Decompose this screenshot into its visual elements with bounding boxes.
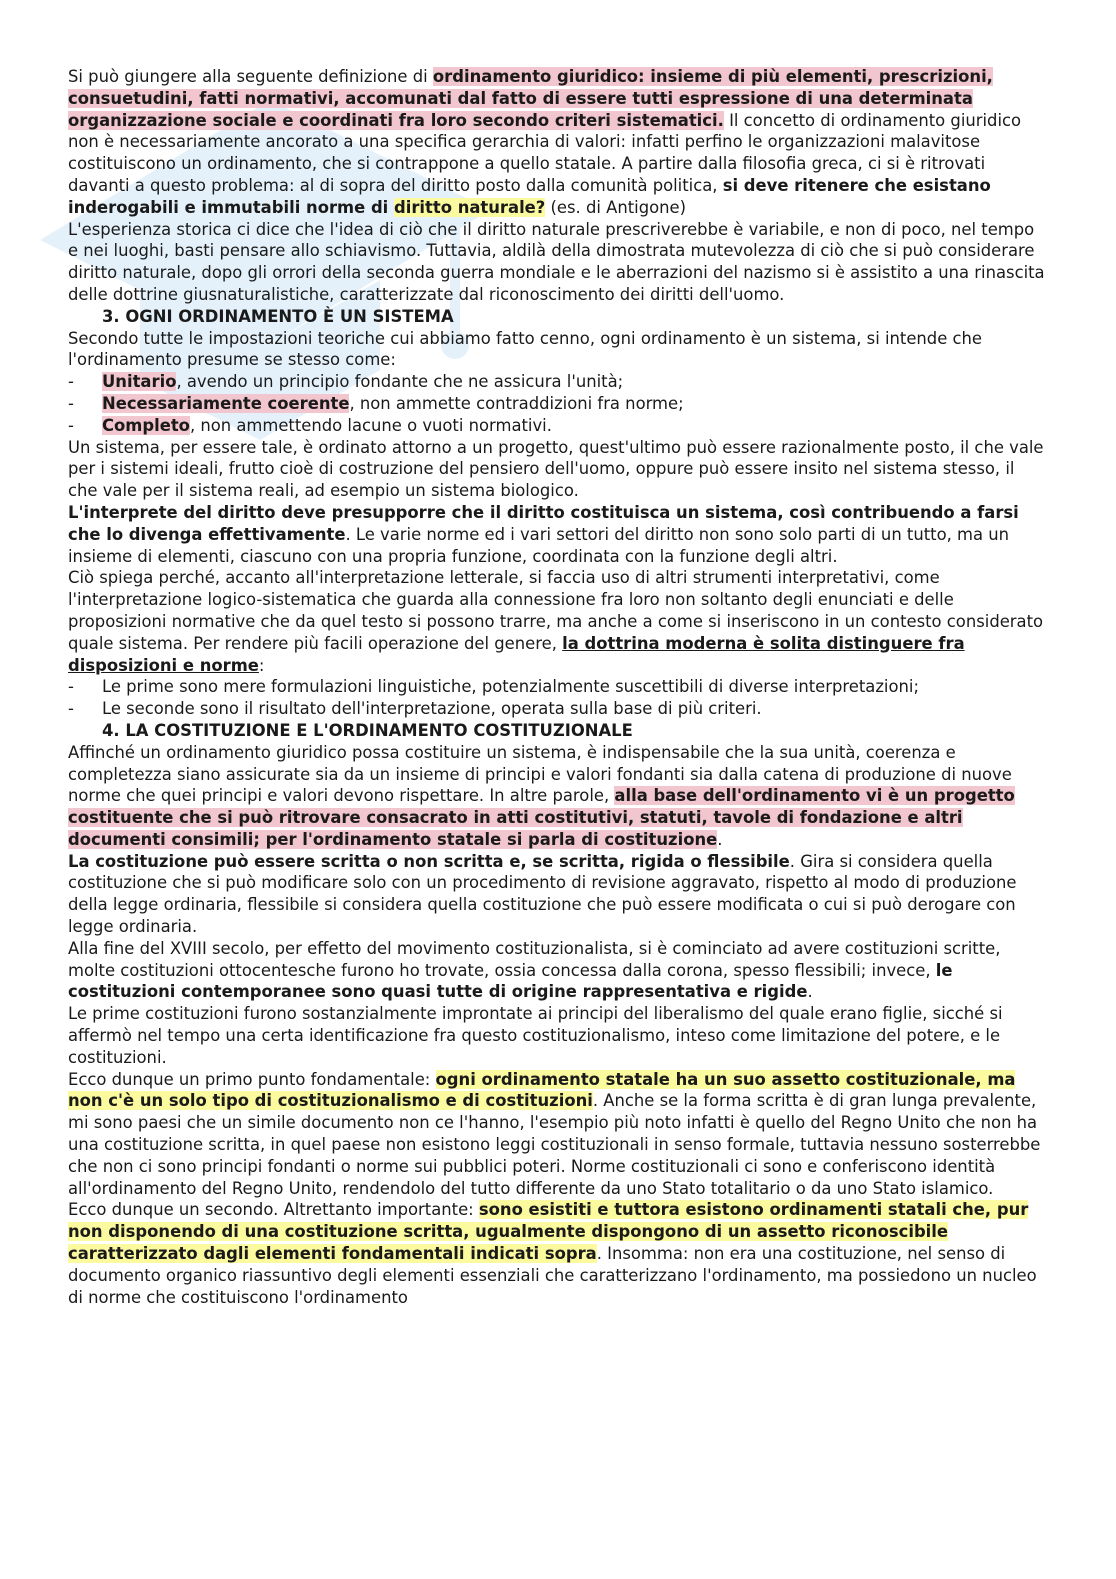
list-text: , avendo un principio fondante che ne assicura l'unità; bbox=[176, 372, 624, 392]
bold-costituzione: La costituzione può essere scritta o non scritta e, se scritta, rigida o flessibile bbox=[68, 851, 790, 871]
underlined-dottrina: la dottrina moderna è solita distinguere fra disposizioni e norme bbox=[68, 633, 965, 675]
highlight-progetto-costituente: alla base dell'ordinamento vi è un progetto costituente che si può ritrovare consacrato in atti costitutivi, statuti, tavole di fondazione e altri documenti consimili; per l'ordinamento statale si parla di costituzione bbox=[68, 786, 1015, 849]
section-heading-3: 3. OGNI ORDINAMENTO È UN SISTEMA bbox=[102, 306, 454, 326]
highlight-definizione: ordinamento giuridico: insieme di più elementi, prescrizioni, consuetudini, fatti normativi, accomunati dal fatto di essere tutti espressione di una determinata organizzazione sociale e coordinati fra loro secondo criteri sistematici. bbox=[68, 67, 993, 130]
text-run: (es. di Antigone) bbox=[545, 197, 687, 217]
list-term: Unitario bbox=[102, 372, 177, 392]
document-page bbox=[68, 66, 1046, 1308]
highlight-secondo-punto: sono esistiti e tuttora esistono ordinamenti statali che, pur non disponendo di una costituzione scritta, ugualmente dispongono di un assetto riconoscibile caratterizzato dagli elementi fondamentali indicati sopra bbox=[68, 1200, 1029, 1264]
sistema-properties-list bbox=[68, 371, 1046, 436]
paragraph-sistema: Un sistema, per essere tale, è ordinato attorno a un progetto, quest'ultimo può essere razionalmente posto, il che vale per i sistemi ideali, frutto cioè di costruzione del pensiero dell'uomo, oppure può essere insito nel sistema stesso, il che vale per il sistema reali, ad esempio un sistema biologico. bbox=[68, 437, 1044, 501]
paragraph-definizione bbox=[68, 66, 1046, 219]
text-run: . Insomma: non era una costituzione, nel senso di documento organico riassuntivo degli elementi essenziali che caratterizzano l'ordinamento, ma possiedono un nucleo di norme che costituiscono l'ordinamento bbox=[68, 1244, 1037, 1307]
text-run: Si può giungere alla seguente definizione di bbox=[68, 67, 433, 86]
text-run: . Gira si considera quella costituzione che si può modificare solo con un procedimento di revisione aggravato, rispetto al modo di produzione della legge ordinaria, flessibile si considera quella costituzione che può essere modificata o cui si può derogare con legge ordinaria. bbox=[68, 851, 1017, 937]
text-run: Ciò spiega perché, accanto all'interpretazione letterale, si faccia uso di altri strumenti interpretativi, come l'interpretazione logico-sistematica che guarda alla connessione fra loro non soltanto degli enunciati e delle proposizioni normative che da quel testo si possono trarre, ma anche a come si inseriscono in un contesto considerato quale sistema. Per rendere più facili operazione del genere, bbox=[68, 568, 1044, 653]
highlight-primo-punto: ogni ordinamento statale ha un suo assetto costituzionale, ma non c'è un solo tipo di costituzionalismo e di costituzioni bbox=[68, 1069, 1016, 1111]
list-item bbox=[68, 393, 1046, 415]
paragraph-liberalismo: Le prime costituzioni furono sostanzialmente improntate ai principi del liberalismo del quale erano figlie, sicché si affermò nel tempo una certa identificazione fra questo costituzionalismo, inteso come limitazione del potere, e le costituzioni. bbox=[68, 1004, 1003, 1067]
paragraph-interprete bbox=[68, 502, 1046, 567]
paragraph-secondo-punto bbox=[68, 1199, 1046, 1308]
paragraph-esperienza: L'esperienza storica ci dice che l'idea di ciò che il diritto naturale prescriverebbe è variabile, e non di poco, nel tempo e nei luoghi, basti pensare allo schiavismo. Tuttavia, aldilà della dimostrata mutevolezza di ciò che si può considerare diritto naturale, dopo gli orrori della seconda guerra mondiale e le aberrazioni del nazismo si è assistito a una rinascita delle dottrine giusnaturalistiche, caratterizzate dal riconoscimento dei diritti dell'uomo. bbox=[68, 219, 1045, 304]
text-run: . bbox=[807, 982, 813, 1002]
text-run: Ecco dunque un secondo. Altrettanto importante: bbox=[68, 1200, 479, 1220]
list-text: , non ammette contraddizioni fra norme; bbox=[349, 393, 684, 413]
text-run: Il concetto di ordinamento giuridico non è necessariamente ancorato a una specifica gerarchia di valori: infatti perfino le organizzazioni malavitose costituiscono un ordinamento, che si contrappone a quello statale. A partire dalla filosofia greca, ci si è ritrovati davanti a questo problema: al di sopra del diritto posto dalla comunità politica, bbox=[68, 110, 1022, 195]
paragraph-primo-punto bbox=[68, 1069, 1046, 1200]
list-item bbox=[68, 415, 1046, 437]
section-heading-4: 4. LA COSTITUZIONE E L'ORDINAMENTO COSTITUZIONALE bbox=[102, 720, 633, 740]
text-run: : bbox=[258, 655, 265, 675]
paragraph-interpretazione bbox=[68, 567, 1046, 676]
list-item bbox=[68, 371, 1046, 393]
bold-interprete: L'interprete del diritto deve presupporre che il diritto costituisca un sistema, così contribuendo a farsi che lo divenga effettivamente bbox=[68, 502, 1019, 544]
text-run: Ecco dunque un primo punto fondamentale: bbox=[68, 1069, 436, 1089]
list-item: - Le prime sono mere formulazioni linguistiche, potenzialmente suscettibili di diverse interpretazioni; bbox=[68, 676, 1046, 698]
list-text: , non ammettendo lacune o vuoti normativi. bbox=[189, 415, 552, 435]
section3-intro: Secondo tutte le impostazioni teoriche cui abbiamo fatto cenno, ogni ordinamento è un sistema, si intende che l'ordinamento presume se stesso come: bbox=[68, 328, 982, 370]
text-run: . Le varie norme ed i vari settori del diritto non sono solo parti di un tutto, ma un insieme di elementi, ciascuno con una propria funzione, coordinata con la funzione degli altri. bbox=[68, 524, 1010, 566]
paragraph-sistema-costituzione bbox=[68, 742, 1046, 851]
text-run: . bbox=[717, 829, 723, 849]
highlight-diritto-naturale: diritto naturale? bbox=[394, 197, 546, 217]
text-run: Affinché un ordinamento giuridico possa costituire un sistema, è indispensabile che la sua unità, coerenza e completezza siano assicurate sia da un insieme di principi e valori fondanti sia dalla catena di produzione di nuove norme che quei principi e valori devono rispettare. In altre parole, bbox=[68, 742, 1012, 806]
text-run: . Anche se la forma scritta è di gran lunga prevalente, mi sono paesi che un simile documento non ce l'hanno, l'esempio più noto infatti è quello del Regno Unito che non ha una costituzione scritta, in quel paese non esistono leggi costituzionali in senso formale, tuttavia nessuno sosterrebbe che non ci sono principi fondanti o norme sui pubblici poteri. Norme costituzionali ci sono e conferiscono identità all'ordinamento del Regno Unito, rendendolo del tutto differente da uno Stato totalitario o da uno Stato islamico. bbox=[68, 1091, 1041, 1198]
paragraph-costituzione-tipi bbox=[68, 851, 1046, 938]
list-term: Necessariamente coerente bbox=[102, 393, 350, 413]
list-term: Completo bbox=[102, 415, 190, 435]
bold-question: si deve ritenere che esistano inderogabili e immutabili norme di bbox=[68, 175, 991, 217]
disposizioni-norme-list bbox=[68, 676, 1046, 720]
list-item: - Le seconde sono il risultato dell'interpretazione, operata sulla base di più criteri. bbox=[68, 698, 1046, 720]
paragraph-storia bbox=[68, 938, 1046, 1003]
text-run: Alla fine del XVIII secolo, per effetto del movimento costituzionalista, si è cominciato ad avere costituzioni scritte, molte costituzioni ottocentesche furono ho trovate, ossia concessa dalla corona, spesso flessibili; invece, bbox=[68, 938, 1001, 980]
bold-contemporanee: le costituzioni contemporanee sono quasi tutte di origine rappresentativa e rigide bbox=[68, 960, 953, 1002]
